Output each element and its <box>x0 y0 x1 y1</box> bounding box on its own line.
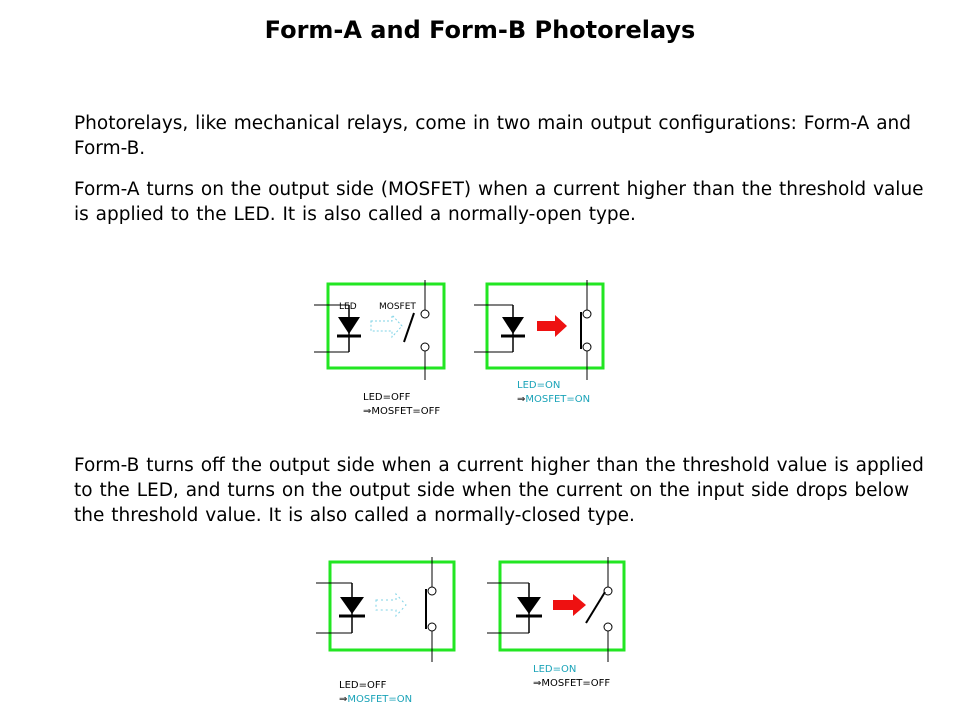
form-a-on-diagram <box>474 280 603 405</box>
form-a-on-mosfet-state <box>517 394 590 405</box>
form-b-off-mosfet-state <box>339 694 412 705</box>
switch-bottom-contact <box>421 343 429 351</box>
mosfet-state-text: MOSFET=ON <box>347 694 413 705</box>
led-diode-icon <box>338 317 360 334</box>
switch-top-contact <box>583 310 591 318</box>
light-arrow-off-icon <box>376 594 406 616</box>
switch-bottom-contact <box>604 623 612 631</box>
form-a-off-led-state: LED=OFF <box>363 392 411 403</box>
light-arrow-on-icon <box>537 315 567 337</box>
switch-bottom-contact <box>583 343 591 351</box>
form-b-paragraph: Form-B turns off the output side when a current higher than the threshold value is applied to the LED, and turns on the output side when the current on the input side drops below the threshold value. It is also called a normally-closed type. <box>74 455 924 526</box>
state-arrow: ⇒ <box>517 394 526 405</box>
open-switch-blade <box>404 313 414 342</box>
state-arrow: ⇒ <box>339 694 348 705</box>
light-arrow-off-icon <box>371 315 402 337</box>
form-a-on-led-state: LED=ON <box>517 380 561 391</box>
switch-top-contact <box>604 587 612 595</box>
led-diode-icon <box>502 317 524 334</box>
form-a-paragraph: Form-A turns on the output side (MOSFET) when a current higher than the threshold value is applied to the LED. It is also called a normally-open type. <box>74 179 924 225</box>
led-diode-icon <box>517 597 541 614</box>
form-b-off-led-state: LED=OFF <box>339 680 387 691</box>
light-arrow-on-icon <box>553 594 586 616</box>
form-b-on-led-state: LED=ON <box>533 664 577 675</box>
switch-top-contact <box>421 310 429 318</box>
form-b-off-diagram <box>316 557 454 705</box>
open-switch-blade <box>586 592 605 623</box>
led-label: LED <box>339 302 357 312</box>
slide-title: Form-A and Form-B Photorelays <box>264 16 696 44</box>
form-a-off-mosfet-state: ⇒MOSFET=OFF <box>363 406 441 417</box>
form-b-on-diagram <box>487 557 624 689</box>
mosfet-label: MOSFET <box>379 302 416 312</box>
intro-paragraph: Photorelays, like mechanical relays, come in two main output configurations: Form-A and Form-B. <box>74 113 911 159</box>
switch-top-contact <box>428 587 436 595</box>
switch-bottom-contact <box>428 623 436 631</box>
led-diode-icon <box>340 597 364 614</box>
form-b-on-mosfet-state: ⇒MOSFET=OFF <box>533 678 611 689</box>
form-a-off-diagram <box>314 280 444 417</box>
mosfet-state-text: MOSFET=ON <box>525 394 591 405</box>
